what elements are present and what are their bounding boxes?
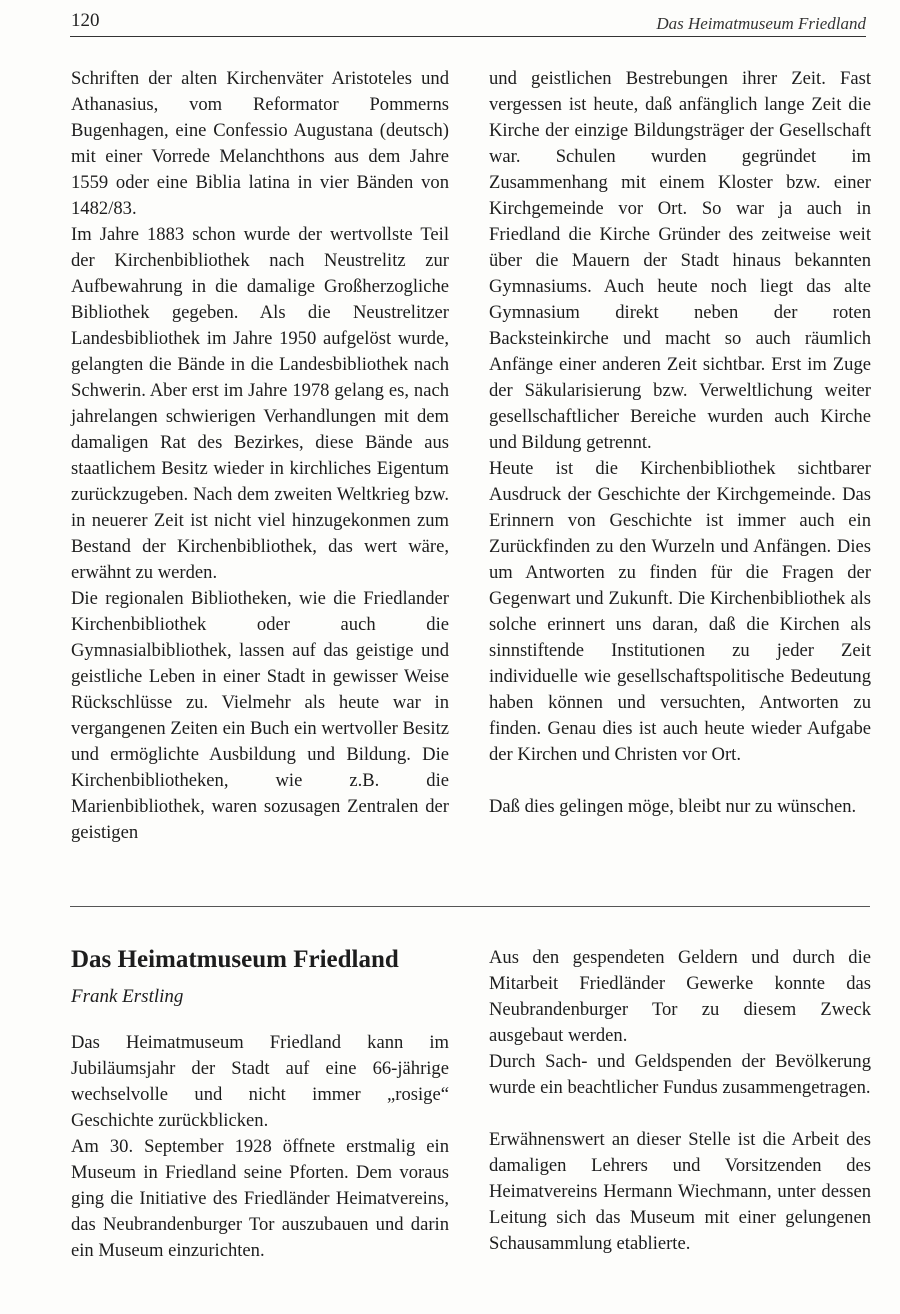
- header-rule: [70, 36, 866, 37]
- paragraph: Schriften der alten Kirchenväter Aristoteles und Athanasius, vom Reformator Pommerns Bugenhagen, eine Confessio Augustana (deutsch) mit einer Vorrede Melanchthons aus dem Jahre 1559 oder eine Biblia latina in vier Bänden von 1482/83.: [71, 68, 449, 219]
- paragraph: und geistlichen Bestrebungen ihrer Zeit. Fast vergessen ist heute, daß anfänglich lange Zeit die Kirche der einzige Bildungsträger der Gesellschaft war. Schulen wurden gegründet im Zusammenhang mit einem Kloster bzw. einer Kirchgemeinde vor Ort. So war ja auch in Friedland die Kirche Gründer des zeitweise weit über die Mauern der Stadt hinaus bekannten Gymnasiums. Auch heute noch liegt das alte Gymnasium direkt neben der roten Backsteinkirche und macht so auch räumlich Anfänge einer anderen Zeit sichtbar. Erst im Zuge der Säkularisierung bzw. Verweltlichung weiter gesellschaftlicher Bereiche wurden auch Kirche und Bildung getrennt.: [489, 68, 871, 453]
- paragraph: Die regionalen Bibliotheken, wie die Friedlander Kirchenbibliothek oder auch die Gymnasialbibliothek, lassen auf das geistige und geistliche Leben in einer Stadt in gewisser Weise Rückschlüsse zu. Vielmehr als heute war in vergangenen Zeiten ein Buch ein wertvoller Besitz und ermöglichte Ausbildung und Bildung. Die Kirchenbibliotheken, wie z.B. die Marienbibliothek, waren sozusagen Zentralen der geistigen: [71, 588, 449, 843]
- paragraph: Erwähnenswert an dieser Stelle ist die Arbeit des damaligen Lehrers und Vorsitzenden des Heimatvereins Hermann Wiechmann, unter dessen Leitung sich das Museum mit einer gelungenen Schausammlung etablierte.: [489, 1129, 871, 1254]
- top-left-column: [71, 66, 449, 846]
- paragraph: Durch Sach- und Geldspenden der Bevölkerung wurde ein beachtlicher Fundus zusammengetragen.: [489, 1051, 871, 1098]
- paragraph: Aus den gespendeten Geldern und durch die Mitarbeit Friedländer Gewerke konnte das Neubrandenburger Tor zu diesem Zweck ausgebaut werden.: [489, 947, 871, 1046]
- running-head: Das Heimatmuseum Friedland: [656, 14, 866, 33]
- top-right-column: [489, 66, 871, 820]
- paragraph: Das Heimatmuseum Friedland kann im Jubiläumsjahr der Stadt auf eine 66-jährige wechselvolle und nicht immer „rosige“ Geschichte zurückblicken.: [71, 1032, 449, 1131]
- section-divider: [70, 906, 870, 907]
- article-title: Das Heimatmuseum Friedland: [71, 946, 399, 973]
- paragraph: Im Jahre 1883 schon wurde der wertvollste Teil der Kirchenbibliothek nach Neustrelitz zur Aufbewahrung in die damalige Großherzogliche Bibliothek gegeben. Als die Neustrelitzer Landesbibliothek im Jahre 1950 aufgelöst wurde, gelangten die Bände in die Landesbibliothek nach Schwerin. Aber erst im Jahre 1978 gelang es, nach jahrelangen schwierigen Verhandlungen mit dem damaligen Rat des Bezirkes, diese Bände aus staatlichem Besitz wieder in kirchliches Eigentum zurückzugeben. Nach dem zweiten Weltkrieg bzw. in neuerer Zeit ist nicht viel hinzugekonmen zum Bestand der Kirchenbibliothek, das wert wäre, erwähnt zu werden.: [71, 224, 449, 583]
- article-right-column: [489, 945, 871, 1257]
- paragraph: Am 30. September 1928 öffnete erstmalig ein Museum in Friedland seine Pforten. Dem voraus ging die Initiative des Friedländer Heimatvereins, das Neubrandenburger Tor auszubauen und darin ein Museum einzurichten.: [71, 1136, 449, 1261]
- paragraph: Daß dies gelingen möge, bleibt nur zu wünschen.: [489, 796, 857, 817]
- page-number: 120: [71, 10, 100, 31]
- paragraph: Heute ist die Kirchenbibliothek sichtbarer Ausdruck der Geschichte der Kirchgemeinde. Das Erinnern von Geschichte ist immer auch ein Zurückfinden zu den Wurzeln und Anfängen. Dies um Antworten zu finden für die Fragen der Gegenwart und Zukunft. Die Kirchenbibliothek als solche erinnert uns daran, daß die Kirchen als sinnstiftende Institutionen zu jeder Zeit individuelle wie gesellschaftspolitische Bedeutung haben können und versuchten, Antworten zu finden. Genau dies ist auch heute wieder Aufgabe der Kirchen und Christen vor Ort.: [489, 458, 871, 765]
- article-left-column: [71, 1030, 449, 1264]
- article-author: Frank Erstling: [71, 986, 184, 1007]
